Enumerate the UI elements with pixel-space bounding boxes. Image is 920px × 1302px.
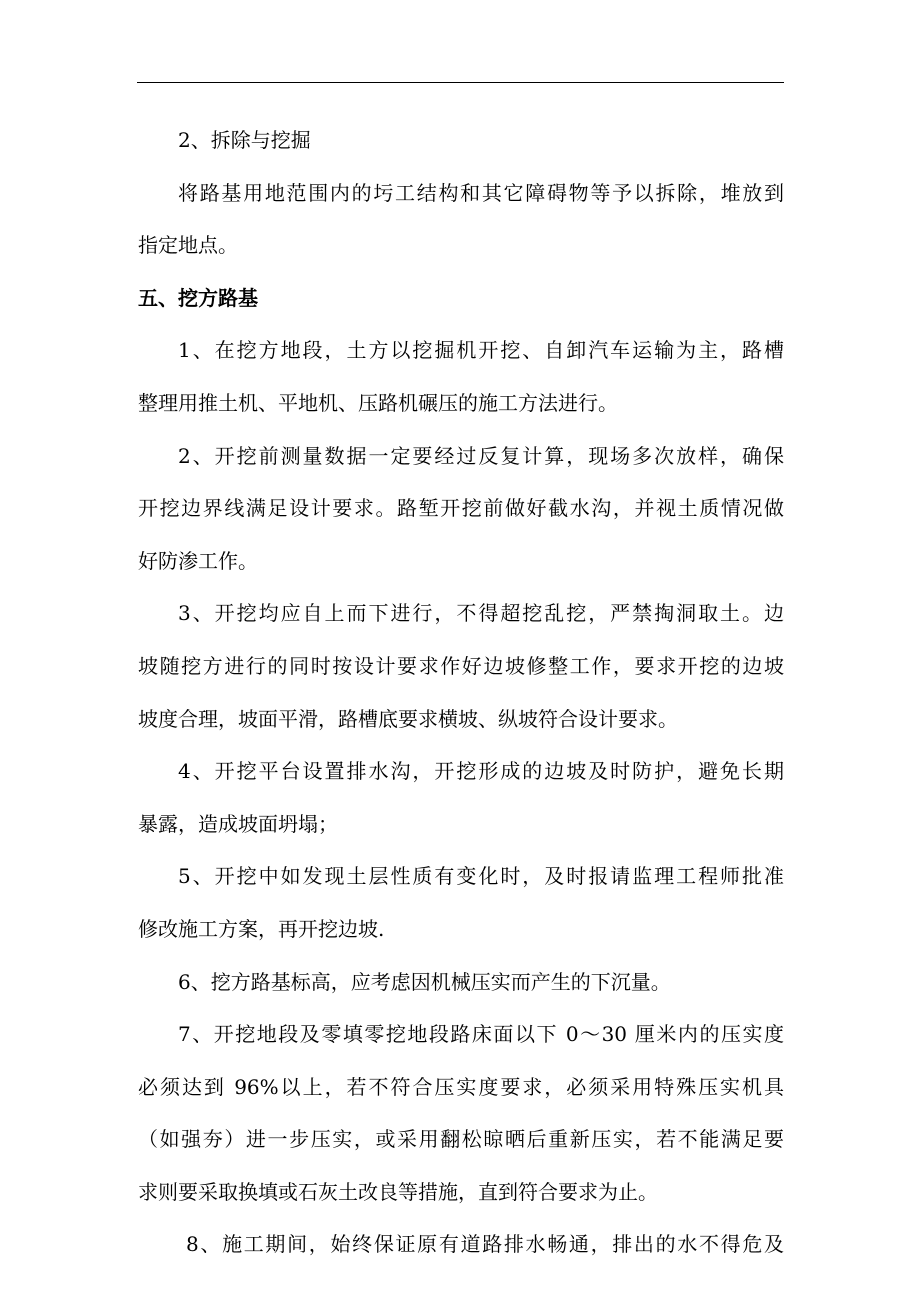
paragraph-line: 坡度合理，坡面平滑，路槽底要求横坡、纵坡符合设计要求。	[138, 706, 678, 731]
paragraph-line: 8、施工期间，始终保证原有道路排水畅通，排出的水不得危及	[186, 1232, 784, 1257]
paragraph-line: 指定地点。	[138, 233, 238, 258]
paragraph-line: 好防渗工作。	[138, 548, 258, 573]
paragraph-line: 将路基用地范围内的圬工结构和其它障碍物等予以拆除，堆放到	[178, 180, 784, 205]
paragraph-line: 修改施工方案，再开挖边坡.	[138, 916, 385, 941]
paragraph-line: 3、开挖均应自上而下进行，不得超挖乱挖，严禁掏洞取土。边	[178, 601, 784, 626]
paragraph-line: 4、开挖平台设置排水沟，开挖形成的边坡及时防护，避免长期	[178, 759, 784, 784]
paragraph-line: 5、开挖中如发现土层性质有变化时，及时报请监理工程师批准	[178, 864, 784, 889]
paragraph-line: 必须达到 96%以上，若不符合压实度要求，必须采用特殊压实机具	[138, 1074, 784, 1099]
subheading-demolition: 2、拆除与挖掘	[178, 128, 311, 152]
section-heading-excavation-subgrade: 五、挖方路基	[138, 285, 258, 310]
paragraph-line: 1、在挖方地段，土方以挖掘机开挖、自卸汽车运输为主，路槽	[178, 338, 784, 363]
paragraph-line: 2、开挖前测量数据一定要经过反复计算，现场多次放样，确保	[178, 443, 784, 468]
document-body	[138, 114, 784, 1271]
paragraph-line: （如强夯）进一步压实，或采用翻松晾晒后重新压实，若不能满足要	[138, 1127, 784, 1152]
paragraph-line: 整理用推土机、平地机、压路机碾压的施工方法进行。	[138, 390, 618, 415]
paragraph-line: 暴露，造成坡面坍塌；	[138, 811, 338, 836]
paragraph-line: 7、开挖地段及零填零挖地段路床面以下 0～30 厘米内的压实度	[178, 1022, 784, 1047]
paragraph-line: 6、挖方路基标高，应考虑因机械压实而产生的下沉量。	[178, 969, 671, 994]
paragraph-line: 开挖边界线满足设计要求。路堑开挖前做好截水沟，并视土质情况做	[138, 496, 784, 521]
paragraph-line: 求则要采取换填或石灰土改良等措施，直到符合要求为止。	[138, 1179, 658, 1204]
paragraph-line: 坡随挖方进行的同时按设计要求作好边坡修整工作，要求开挖的边坡	[138, 653, 784, 678]
header-rule	[137, 82, 784, 83]
